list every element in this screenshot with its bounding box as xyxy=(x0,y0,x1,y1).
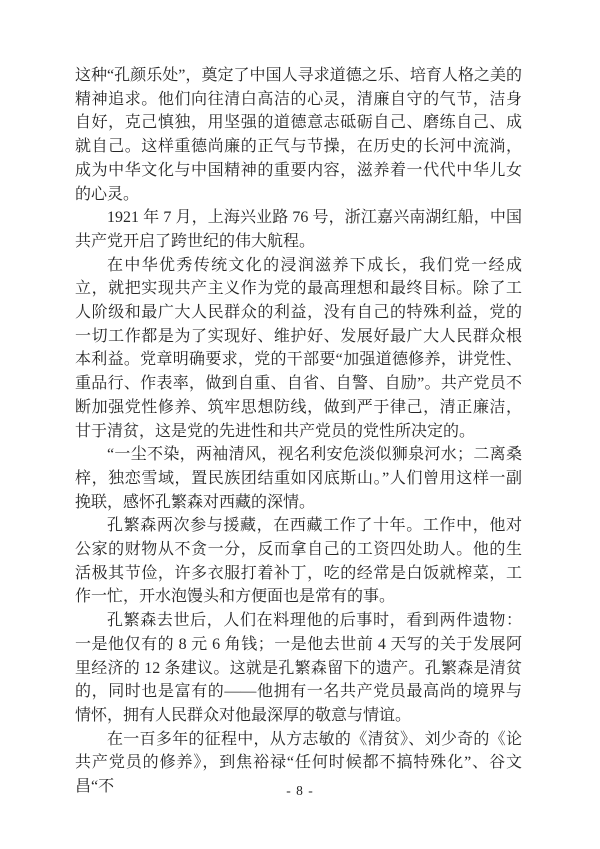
page-number: - 8 - xyxy=(286,783,314,798)
paragraph: 孔繁森两次参与援藏，在西藏工作了十年。工作中，他对公家的财物从不贪一分，反而拿自己的工资四处助人。他的生活极其节俭，许多衣服打着补丁，吃的经常是白饭就榨菜，工作一忙，开水泡馒头和方便面也是常有的事。 xyxy=(75,517,522,606)
document-body xyxy=(75,64,522,799)
paragraph: 在一百多年的征程中，从方志敏的《清贫》、刘少奇的《论共产党员的修养》，到焦裕禄“任何时候都不搞特殊化”、谷文昌“不 xyxy=(75,730,522,796)
paragraph: “一尘不染，两袖清风，视名利安危淡似狮泉河水；二离桑梓，独恋雪域，置民族团结重如冈底斯山。”人们曾用这样一副挽联，感怀孔繁森对西藏的深情。 xyxy=(75,446,522,511)
paragraph-continuation: 这种“孔颜乐处”，奠定了中国人寻求道德之乐、培育人格之美的精神追求。他们向往清白高洁的心灵，清廉自守的气节，洁身自好，克己慎独，用坚强的道德意志砥砺自己、磨练自己、成就自己。这样重德尚廉的正气与节操，在历史的长河中流淌，成为中华文化与中国精神的重要内容，滋养着一代代中华儿女的心灵。 xyxy=(75,67,522,203)
paragraph: 在中华优秀传统文化的浸润滋养下成长，我们党一经成立，就把实现共产主义作为党的最高理想和最终目标。除了工人阶级和最广大人民群众的利益，没有自己的特殊利益，党的一切工作都是为了实现好、维护好、发展好最广大人民群众根本利益。党章明确要求，党的干部要“加强道德修养，讲党性、重品行、作表率，做到自重、自省、自警、自励”。共产党员不断加强党性修养、筑牢思想防线，做到严于律己，清正廉洁，甘于清贫，这是党的先进性和共产党员的党性所决定的。 xyxy=(75,256,522,440)
paragraph: 孔繁森去世后，人们在料理他的后事时，看到两件遗物：一是他仅有的 8 元 6 角钱；一是他去世前 4 天写的关于发展阿里经济的 12 条建议。这就是孔繁森留下的遗产。孔繁森是清贫的，同时也是富有的——他拥有一名共产党员最高尚的境界与情怀，拥有人民群众对他最深厚的敬意与情谊。 xyxy=(75,612,522,724)
paragraph: 1921 年 7 月，上海兴业路 76 号，浙江嘉兴南湖红船，中国共产党开启了跨世纪的伟大航程。 xyxy=(75,209,522,250)
